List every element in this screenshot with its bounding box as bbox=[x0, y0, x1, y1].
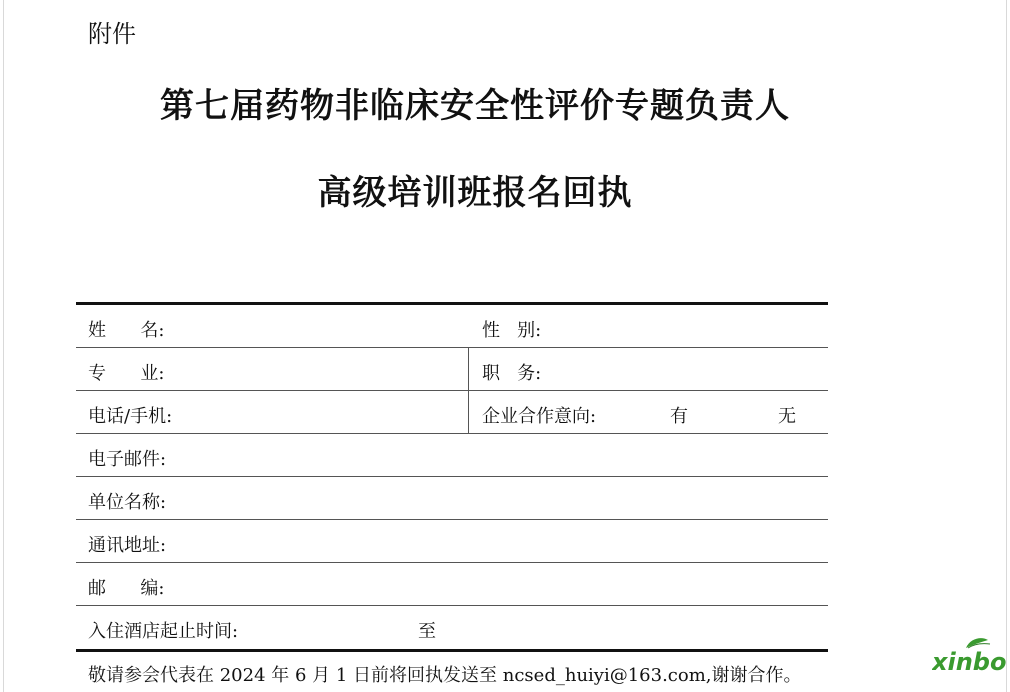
xinbo-watermark-logo bbox=[932, 634, 1010, 680]
document-title-line1: 第七届药物非临床安全性评价专题负责人 bbox=[160, 86, 790, 126]
leaf-icon bbox=[966, 638, 988, 648]
svg-text:xinbo: xinbo bbox=[932, 648, 1007, 676]
form-row-hotel bbox=[76, 606, 828, 649]
unit-label: 单位名称: bbox=[88, 492, 167, 513]
cooperation-label: 企业合作意向: bbox=[482, 406, 597, 427]
form-row-phone-cooperation bbox=[76, 391, 828, 434]
major-label: 专 业: bbox=[88, 363, 165, 384]
form-row-name-gender bbox=[76, 305, 828, 348]
form-row-major-position bbox=[76, 348, 828, 391]
form-row-unit bbox=[76, 477, 828, 520]
form-row-postcode bbox=[76, 563, 828, 606]
document-title-line2: 高级培训班报名回执 bbox=[317, 173, 633, 213]
position-label: 职 务: bbox=[482, 363, 542, 384]
hotel-label: 入住酒店起止时间: bbox=[88, 621, 239, 642]
hotel-to-label: 至 bbox=[418, 621, 436, 642]
footer-note: 敬请参会代表在 2024 年 6 月 1 日前将回执发送至 ncsed_huiyi@163.com,谢谢合作。 bbox=[88, 665, 802, 686]
column-divider bbox=[468, 348, 469, 390]
attachment-label: 附件 bbox=[88, 20, 136, 48]
gender-label: 性 别: bbox=[482, 320, 542, 341]
column-divider bbox=[468, 391, 469, 433]
cooperation-option-yes[interactable]: 有 bbox=[670, 406, 688, 427]
form-bottom-rule bbox=[76, 649, 828, 652]
form-row-address bbox=[76, 520, 828, 563]
page-edge-right bbox=[1006, 0, 1007, 692]
cooperation-option-no[interactable]: 无 bbox=[778, 406, 796, 427]
address-label: 通讯地址: bbox=[88, 535, 167, 556]
name-label: 姓 名: bbox=[88, 320, 165, 341]
form-row-email bbox=[76, 434, 828, 477]
postcode-label: 邮 编: bbox=[88, 578, 165, 599]
email-label: 电子邮件: bbox=[88, 449, 167, 470]
phone-label: 电话/手机: bbox=[88, 406, 173, 427]
